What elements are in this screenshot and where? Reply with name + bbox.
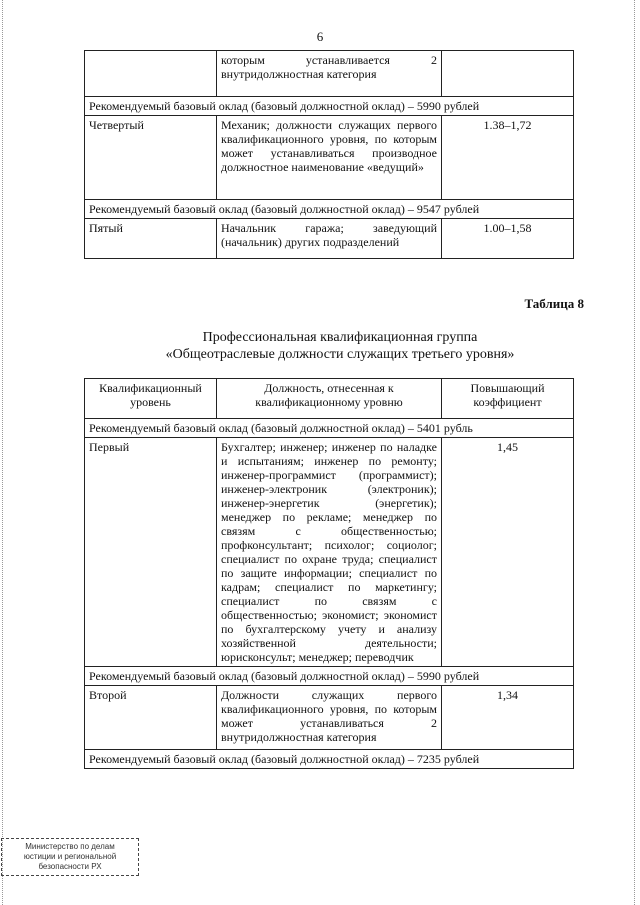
table-row	[85, 219, 574, 259]
positions-cell: Механик; должности служащих первого квалификационного уровня, по которым может устанавливаться производное должностное наименование «ведущий»	[217, 116, 442, 200]
table-label: Таблица 8	[524, 296, 584, 311]
ministry-stamp	[1, 838, 139, 876]
right-edge-dots	[634, 0, 635, 905]
salary-text: Рекомендуемый базовый оклад (базовый должностной оклад) – 5990 рублей	[85, 97, 574, 116]
coef-cell	[442, 51, 574, 97]
level-cell: Четвертый	[85, 116, 217, 200]
level-cell	[85, 51, 217, 97]
level-cell: Пятый	[85, 219, 217, 259]
coef-cell: 1,34	[442, 686, 574, 750]
table-row	[85, 438, 574, 667]
group-title-line: Профессиональная квалификационная группа	[202, 330, 478, 345]
positions-cell: Начальник гаража; заведующий (начальник) других подразделений	[217, 219, 442, 259]
level-cell: Первый	[85, 438, 217, 667]
salary-row	[85, 667, 574, 686]
salary-text: Рекомендуемый базовый оклад (базовый должностной оклад) – 5990 рублей	[85, 667, 574, 686]
group-title	[0, 329, 640, 363]
coef-cell: 1.38–1,72	[442, 116, 574, 200]
positions-cell: Бухгалтер; инженер; инженер по наладке и испытаниям; инженер по ремонту; инженер-программист (программист); инженер-электроник (электроник); инженер-энергетик (энергетик); менеджер по рекламе; менеджер по связям с общественностью; профконсультант; психолог; социолог; специалист по охране труда; специалист по защите информации; специалист по кадрам; специалист по маркетингу; специалист по связям с общественностью; экономист; экономист по бухгалтерскому учету и анализу хозяйственной деятельности; юрисконсульт; менеджер; переводчик	[217, 438, 442, 667]
salary-row	[85, 750, 574, 769]
coef-cell: 1,45	[442, 438, 574, 667]
salary-row	[85, 97, 574, 116]
table-row	[85, 116, 574, 200]
positions-cell: которым устанавливается 2 внутридолжностная категория	[217, 51, 442, 97]
page-number: 6	[316, 29, 324, 44]
positions-cell: Должности служащих первого квалификационного уровня, по которым может устанавливаться 2 внутридолжностная категория	[217, 686, 442, 750]
salary-text: Рекомендуемый базовый оклад (базовый должностной оклад) – 5401 рубль	[85, 419, 574, 438]
table-8	[84, 378, 574, 769]
coef-cell: 1.00–1,58	[442, 219, 574, 259]
salary-row	[85, 200, 574, 219]
header-level: Квалификационный уровень	[85, 379, 217, 419]
header-row	[85, 379, 574, 419]
salary-row	[85, 419, 574, 438]
continued-table	[84, 50, 574, 259]
level-cell: Второй	[85, 686, 217, 750]
salary-text: Рекомендуемый базовый оклад (базовый должностной оклад) – 9547 рублей	[85, 200, 574, 219]
table-row	[85, 51, 574, 97]
stamp-line: безопасности РХ	[38, 862, 102, 871]
table-row	[85, 686, 574, 750]
left-edge-dots	[2, 0, 3, 905]
header-coef: Повышающий коэффициент	[442, 379, 574, 419]
salary-text: Рекомендуемый базовый оклад (базовый должностной оклад) – 7235 рублей	[85, 750, 574, 769]
stamp-line: юстиции и региональной	[23, 852, 117, 861]
header-positions: Должность, отнесенная к квалификационному уровню	[217, 379, 442, 419]
stamp-line: Министерство по делам	[25, 842, 115, 851]
group-title-line: «Общеотраслевые должности служащих третьего уровня»	[165, 347, 515, 362]
